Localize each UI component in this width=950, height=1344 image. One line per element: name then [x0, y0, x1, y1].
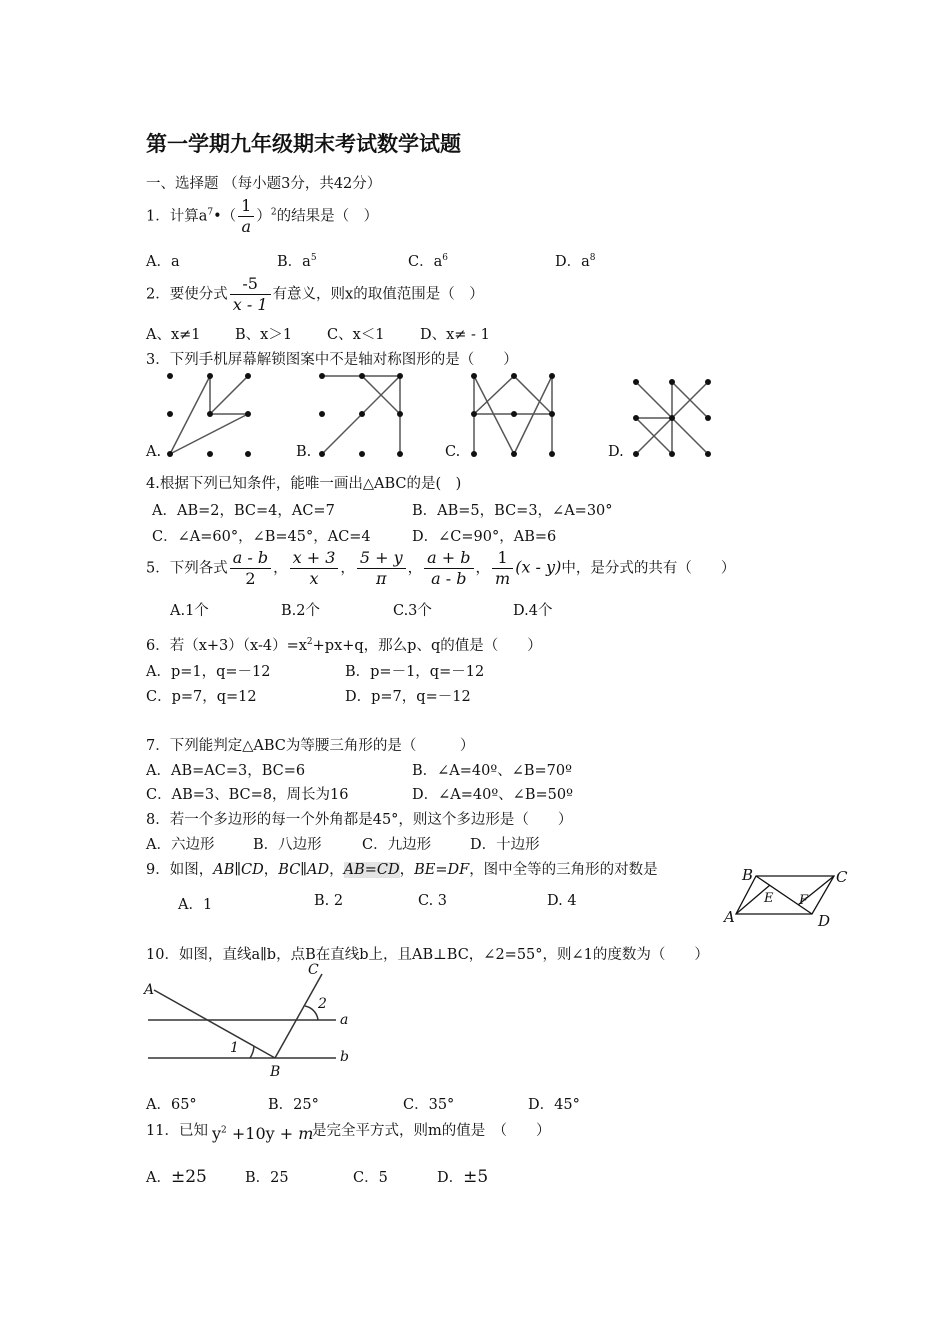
question-4: 4.根据下列已知条件，能唯一画出△ABC的是( ) [146, 476, 462, 492]
q7-option-b: B．∠A=40º、∠B=70º [412, 763, 572, 779]
q2-option-a: A、x≠1 [146, 327, 201, 343]
lock-pattern-d [626, 372, 726, 472]
q2-fraction [230, 274, 271, 315]
q10-option-d: D．45° [528, 1097, 580, 1113]
q2-prefix: 2．要使分式 [146, 286, 228, 303]
q11-expression: $y^2 +10y + m$ [212, 1124, 314, 1143]
q10-option-b: B．25° [268, 1097, 319, 1113]
question-6: 6．若$(x+3)(x-4)=x^2+px+q$，那么p、q的值是（ ） [146, 637, 542, 654]
q5-option-c: C.3个 [393, 603, 432, 619]
section-heading: 一、选择题 （每小题3分，共42分） [146, 176, 382, 192]
q1-frac-num: 1 [238, 196, 254, 217]
q5-option-d: D.4个 [513, 603, 553, 619]
q9-label-f: F [799, 893, 809, 908]
q2-suffix: 有意义，则x的取值范围是（ ） [272, 286, 484, 303]
q9-parallelogram-figure [724, 864, 854, 930]
q4-option-b: B．AB=5，BC=3，∠A=30° [412, 503, 613, 519]
q5-fraction-2: $\frac{x + 3}{x}$ [290, 548, 339, 589]
q9-label-b: B [742, 866, 754, 884]
q5-option-a: A.1个 [170, 603, 209, 619]
q5-fraction-5: $\frac{1}{m}$ [492, 548, 513, 589]
q9-label-c: C [836, 868, 848, 886]
question-7: 7．下列能判定△ABC为等腰三角形的是（ ） [146, 738, 475, 754]
q9-option-c: C. 3 [418, 893, 448, 909]
q5-fraction-3: $\frac{5 + y}{\pi}$ [357, 548, 406, 589]
q5-option-b: B.2个 [281, 603, 320, 619]
lock-pattern-b [312, 366, 412, 466]
q8-option-a: A．六边形 [146, 837, 215, 853]
question-9: 9．如图，AB∥CD，BC∥AD，AB=CD，BE=DF，图中全等的三角形的对数是 [146, 862, 658, 878]
question-2 [146, 274, 484, 315]
q9-option-a: A．1 [178, 897, 213, 913]
q2-option-d: D、x≠ - 1 [420, 327, 490, 343]
q11-suffix: 是完全平方式，则m的值是 （ ） [312, 1123, 551, 1139]
q4-option-a: A．AB=2，BC=4，AC=7 [152, 503, 335, 519]
q8-option-b: B．八边形 [253, 837, 322, 853]
question-3: 3．下列手机屏幕解锁图案中不是轴对称图形的是（ ） [146, 352, 518, 368]
q3-option-c: C. [445, 444, 461, 460]
page-title: 第一学期九年级期末考试数学试题 [146, 132, 461, 156]
q6-option-a: A．p=1，q=－12 [146, 664, 271, 680]
lock-pattern-c [464, 366, 564, 466]
q1-option-b: B．$a^5$ [277, 253, 317, 270]
q9-label-e: E [764, 891, 774, 906]
q1-close: ） [256, 208, 271, 225]
q2-option-b: B、x＞1 [235, 327, 293, 343]
question-5: 5．下列各式 $\frac{a - b}{2}$ ， $\frac{x + 3}{x}$ ， $\frac{5 + y}{\pi}$ ， $\frac{a + b}{a - b}$ ， $\frac{1}{m}$ (x - y)中，是分式的共有（ ） [146, 548, 736, 588]
q10-label-line-a: a [340, 1012, 349, 1028]
q10-label-angle2: 2 [318, 996, 327, 1012]
q1-prefix: 1．计算a [146, 208, 208, 225]
q8-option-c: C．九边形 [362, 837, 432, 853]
q5-fraction-4: $\frac{a + b}{a - b}$ [424, 548, 473, 589]
q9-option-d: D. 4 [547, 893, 577, 909]
q11-option-b: B．25 [245, 1170, 289, 1186]
q7-option-a: A．AB=AC=3，BC=6 [146, 763, 306, 779]
q1-option-a: A．a [146, 254, 180, 270]
q10-option-a: A．65° [146, 1097, 197, 1113]
q11-option-a: A．±25 [146, 1167, 207, 1187]
q10-parallel-lines-figure [140, 960, 370, 1080]
question-8: 8．若一个多边形的每一个外角都是45°，则这个多边形是（ ） [146, 812, 573, 828]
q7-option-d: D．∠A=40º、∠B=50º [412, 787, 573, 803]
q10-label-c: C [308, 962, 319, 978]
q1-exp7: 7 [207, 207, 214, 218]
q3-option-d: D. [608, 444, 624, 460]
q5-tail: (x - y) [515, 557, 562, 577]
q5-prefix: 5．下列各式 [146, 560, 228, 577]
q11-prefix: 11．已知 [146, 1123, 208, 1139]
q4-option-c: C．∠A=60°，∠B=45°，AC=4 [152, 529, 371, 545]
q3-option-a: A. [146, 444, 162, 460]
q10-label-line-b: b [340, 1049, 349, 1065]
q6-option-d: D．p=7，q=－12 [345, 689, 471, 705]
q1-option-d: D．$a^8$ [555, 253, 596, 270]
q6-option-b: B．p=－1，q=－12 [345, 664, 485, 680]
q2-frac-den: x - 1 [232, 295, 268, 314]
q10-label-a-point: A [144, 982, 155, 998]
q9-option-b: B. 2 [314, 893, 344, 909]
q1-frac-den: a [241, 217, 252, 236]
q1-exp2: 2 [270, 207, 277, 218]
q9-label-a: A [724, 908, 735, 926]
q2-option-c: C、x＜1 [327, 327, 385, 343]
q8-option-d: D．十边形 [470, 837, 540, 853]
q1-dot: •（ [213, 208, 237, 225]
q2-frac-num: -5 [230, 274, 271, 295]
question-10: 10．如图，直线a∥b，点B在直线b上，且AB⊥BC，∠2=55°，则∠1的度数为（ ） [146, 947, 709, 963]
q7-option-c: C．AB=3、BC=8，周长为16 [146, 787, 349, 803]
q1-suffix: 的结果是（ ） [276, 208, 379, 225]
q9-label-d: D [818, 912, 831, 930]
q10-label-b-point: B [270, 1064, 281, 1080]
q5-fraction-1: $\frac{a - b}{2}$ [230, 548, 271, 589]
q5-suffix: 中，是分式的共有（ ） [561, 560, 736, 577]
q1-option-c: C．$a^6$ [408, 253, 448, 270]
q3-option-b: B. [296, 444, 312, 460]
q4-option-d: D．∠C=90°，AB=6 [412, 529, 557, 545]
lock-pattern-a [160, 366, 260, 466]
q6-option-c: C．p=7，q=12 [146, 689, 257, 705]
q11-option-d: D．±5 [437, 1167, 489, 1187]
q11-option-c: C．5 [353, 1170, 388, 1186]
q10-label-angle1: 1 [230, 1040, 239, 1056]
q1-fraction [238, 196, 254, 237]
q10-option-c: C．35° [403, 1097, 455, 1113]
question-1 [146, 196, 378, 237]
